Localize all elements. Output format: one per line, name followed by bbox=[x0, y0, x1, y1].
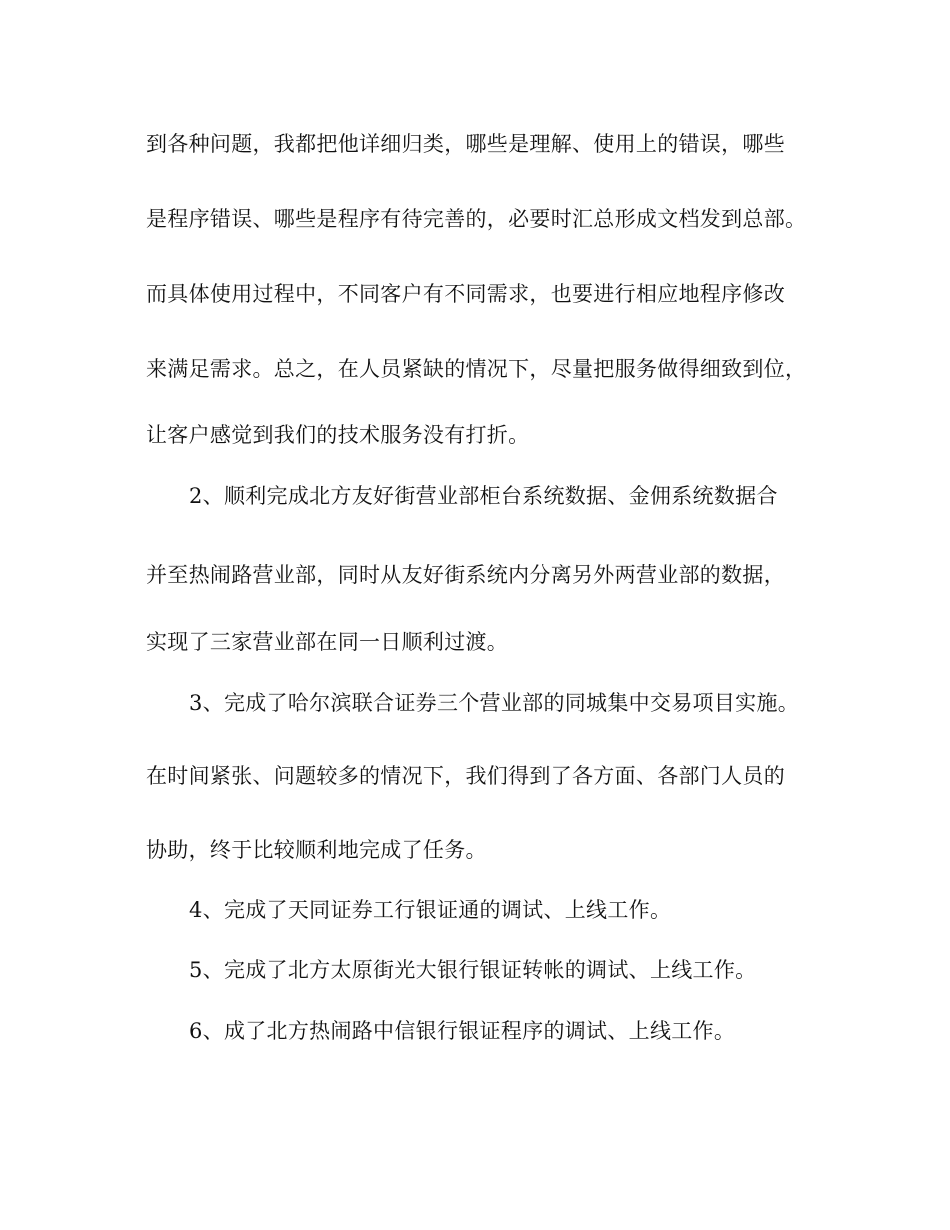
item-3-line-3: 协助，终于比较顺利地完成了任务。 bbox=[146, 838, 487, 862]
text-line-3: 而具体使用过程中，不同客户有不同需求，也要进行相应地程序修改 bbox=[146, 282, 785, 306]
item-6-line: 6、成了北方热闹路中信银行银证程序的调试、上线工作。 bbox=[189, 1019, 736, 1043]
text-line-4: 来满足需求。总之，在人员紧缺的情况下，尽量把服务做得细致到位， bbox=[146, 357, 807, 381]
item-2-line-2: 并至热闹路营业部，同时从友好街系统内分离另外两营业部的数据， bbox=[146, 563, 785, 587]
text-line-2: 是程序错误、哪些是程序有待完善的，必要时汇总形成文档发到总部。 bbox=[146, 207, 807, 231]
item-5-line: 5、完成了北方太原街光大银行银证转帐的调试、上线工作。 bbox=[189, 958, 757, 982]
text-line-5: 让客户感觉到我们的技术服务没有打折。 bbox=[146, 423, 530, 447]
item-3-line-1: 3、完成了哈尔滨联合证券三个营业部的同城集中交易项目实施。 bbox=[189, 691, 800, 715]
text-line-1: 到各种问题，我都把他详细归类，哪些是理解、使用上的错误，哪些 bbox=[146, 132, 785, 156]
item-2-line-3: 实现了三家营业部在同一日顺利过渡。 bbox=[146, 630, 509, 654]
item-3-line-2: 在时间紧张、问题较多的情况下，我们得到了各方面、各部门人员的 bbox=[146, 764, 785, 788]
item-4-line: 4、完成了天同证券工行银证通的调试、上线工作。 bbox=[189, 898, 672, 922]
item-2-line-1: 2、顺利完成北方友好街营业部柜台系统数据、金佣系统数据合 bbox=[189, 484, 778, 508]
